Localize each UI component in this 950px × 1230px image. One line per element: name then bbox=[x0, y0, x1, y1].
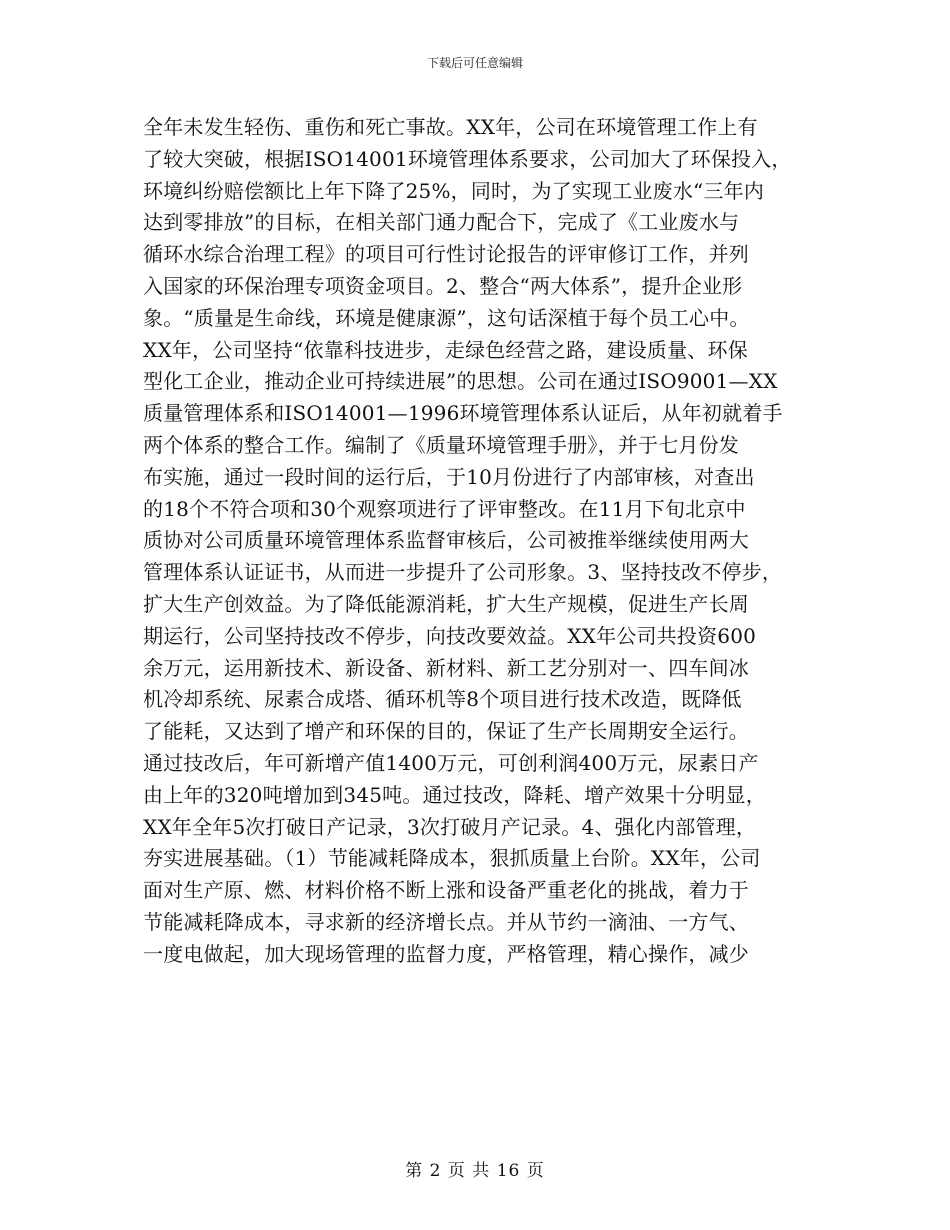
text-line: 型化工企业，推动企业可持续进展”的思想。公司在通过ISO9001—XX bbox=[143, 369, 778, 394]
body-text bbox=[143, 112, 823, 971]
text-line: 入国家的环保治理专项资金项目。2、整合“两大体系”，提升企业形 bbox=[143, 273, 743, 298]
text-line: XX年，公司坚持“依靠科技进步，走绿色经营之路，建设质量、环保 bbox=[143, 337, 748, 362]
text-line: 了较大突破，根据ISO14001环境管理体系要求，公司加大了环保投入， bbox=[143, 146, 792, 171]
page-header: 下载后可任意编辑 bbox=[426, 56, 523, 70]
text-line: 面对生产原、燃、材料价格不断上涨和设备严重老化的挑战，着力于 bbox=[143, 878, 749, 903]
text-line: 质量管理体系和ISO14001—1996环境管理体系认证后，从年初就着手 bbox=[143, 401, 783, 426]
text-line: 达到零排放”的目标，在相关部门通力配合下，完成了《工业废水与 bbox=[143, 210, 740, 235]
page-number-footer: 第 2 页 共 16 页 bbox=[405, 1161, 545, 1181]
text-line: 扩大生产创效益。为了降低能源消耗，扩大生产规模，促进生产长周 bbox=[143, 591, 749, 616]
text-line: 循环水综合治理工程》的项目可行性讨论报告的评审修订工作，并列 bbox=[143, 242, 749, 267]
text-line: 机冷却系统、尿素合成塔、循环机等8个项目进行技术改造，既降低 bbox=[143, 687, 742, 712]
text-line: 一度电做起，加大现场管理的监督力度，严格管理，精心操作，减少 bbox=[143, 941, 749, 966]
text-line: 了能耗，又达到了增产和环保的目的，保证了生产长周期安全运行。 bbox=[143, 719, 749, 744]
text-line: 象。“质量是生命线，环境是健康源”，这句话深植于每个员工心中。 bbox=[143, 305, 750, 330]
text-line: 期运行，公司坚持技改不停步，向技改要效益。XX年公司共投资600 bbox=[143, 623, 757, 648]
text-line: 由上年的320吨增加到345吨。通过技改，降耗、增产效果十分明显， bbox=[143, 782, 766, 807]
text-line: 的18个不符合项和30个观察项进行了评审整改。在11月下旬北京中 bbox=[143, 496, 746, 521]
text-line: 质协对公司质量环境管理体系监督审核后，公司被推举继续使用两大 bbox=[143, 528, 749, 553]
text-line: 余万元，运用新技术、新设备、新材料、新工艺分别对一、四车间冰 bbox=[143, 655, 749, 680]
text-line: 环境纠纷赔偿额比上年下降了25%，同时，为了实现工业废水“三年内 bbox=[143, 178, 765, 203]
text-line: 布实施，通过一段时间的运行后，于10月份进行了内部审核，对查出 bbox=[143, 464, 755, 489]
text-line: 通过技改后，年可新增产值1400万元，可创利润400万元，尿素日产 bbox=[143, 750, 759, 775]
text-line: 夯实进展基础。（1）节能减耗降成本，狠抓质量上台阶。XX年，公司 bbox=[143, 846, 761, 871]
text-line: 全年未发生轻伤、重伤和死亡事故。XX年，公司在环境管理工作上有 bbox=[143, 115, 758, 139]
text-line: XX年全年5次打破日产记录，3次打破月产记录。4、强化内部管理， bbox=[143, 814, 757, 839]
text-line: 两个体系的整合工作。编制了《质量环境管理手册》，并于七月份发 bbox=[143, 432, 739, 457]
text-line: 管理体系认证证书，从而进一步提升了公司形象。3、坚持技改不停步， bbox=[143, 560, 783, 585]
text-line: 节能减耗降成本，寻求新的经济增长点。并从节约一滴油、一方气、 bbox=[143, 909, 749, 934]
